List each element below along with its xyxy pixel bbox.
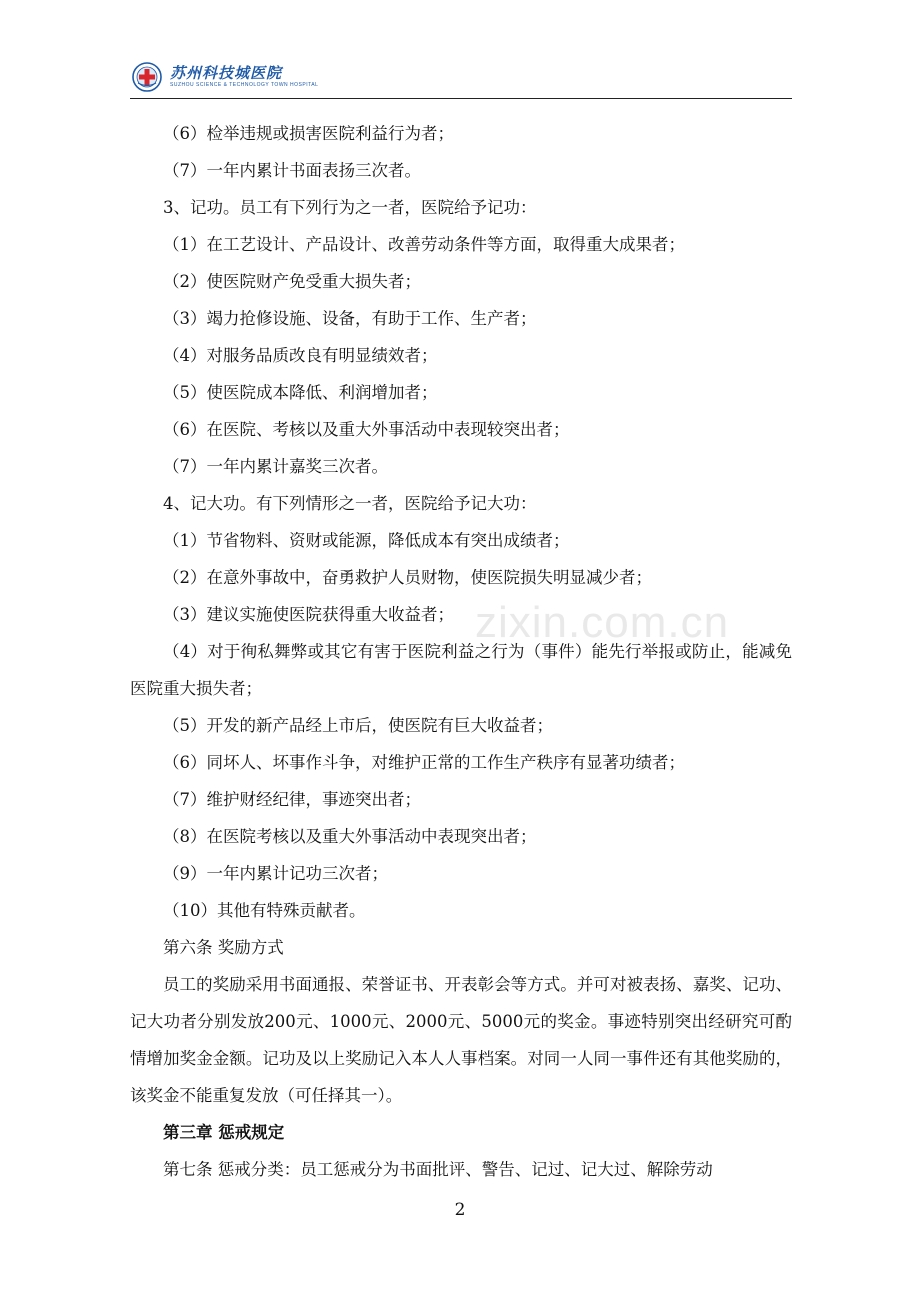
body-paragraph: 第七条 惩戒分类：员工惩戒分为书面批评、警告、记过、记大过、解除劳动 xyxy=(163,1160,713,1179)
section-item: 3、记功。员工有下列行为之一者，医院给予记功： xyxy=(163,198,537,217)
section-item: 4、记大功。有下列情形之一者，医院给予记大功： xyxy=(163,494,537,513)
list-item: （5）使医院成本降低、利润增加者； xyxy=(163,383,438,402)
list-item: （3）竭力抢修设施、设备，有助于工作、生产者； xyxy=(163,309,537,328)
body-paragraph: 员工的奖励采用书面通报、荣誉证书、开表彰会等方式。并可对被表扬、嘉奖、记功、记大功者分别发放200元、1000元、2000元、5000元的奖金。事迹特别突出经研究可酌情增加奖金金额。记功及以上奖励记入本人人事档案。对同一人同一事件还有其他奖励的，该奖金不能重复发放（可任择其一）。 xyxy=(130,975,792,1105)
page-header xyxy=(130,60,792,99)
list-item: （3）建议实施使医院获得重大收益者； xyxy=(163,605,454,624)
list-item: （4）对于徇私舞弊或其它有害于医院利益之行为（事件）能先行举报或防止，能减免医院重大损失者； xyxy=(130,642,792,698)
watermark: zixin.com.cn xyxy=(475,598,730,647)
logo-text-cn: 苏州科技城医院 xyxy=(170,64,283,82)
list-item: （1）节省物料、资财或能源，降低成本有突出成绩者； xyxy=(163,531,570,550)
list-item: （7）维护财经纪律，事迹突出者； xyxy=(163,790,421,809)
list-item: （1）在工艺设计、产品设计、改善劳动条件等方面，取得重大成果者； xyxy=(163,235,685,254)
list-item: （7）一年内累计书面表扬三次者。 xyxy=(163,161,421,180)
list-item: （4）对服务品质改良有明显绩效者； xyxy=(163,346,438,365)
logo-text-en: SUZHOU SCIENCE & TECHNOLOGY TOWN HOSPITAL xyxy=(170,82,319,88)
list-item: （10）其他有特殊贡献者。 xyxy=(163,901,366,920)
list-item: （6）在医院、考核以及重大外事活动中表现较突出者； xyxy=(163,420,570,439)
list-item: （9）一年内累计记功三次者； xyxy=(163,864,388,883)
document-body xyxy=(130,115,792,1188)
list-item: （7）一年内累计嘉奖三次者。 xyxy=(163,457,388,476)
article-title: 第六条 奖励方式 xyxy=(163,938,284,957)
list-item: （2）在意外事故中，奋勇救护人员财物，使医院损失明显减少者； xyxy=(163,568,652,587)
list-item: （6）检举违规或损害医院利益行为者； xyxy=(163,124,454,143)
list-item: （8）在医院考核以及重大外事活动中表现突出者； xyxy=(163,827,537,846)
list-item: （2）使医院财产免受重大损失者； xyxy=(163,272,421,291)
list-item: （6）同坏人、坏事作斗争，对维护正常的工作生产秩序有显著功绩者； xyxy=(163,753,685,772)
list-item: （5）开发的新产品经上市后，使医院有巨大收益者； xyxy=(163,716,553,735)
page-number: 2 xyxy=(454,1200,466,1220)
hospital-logo-icon xyxy=(132,62,162,92)
chapter-heading: 第三章 惩戒规定 xyxy=(163,1123,285,1142)
